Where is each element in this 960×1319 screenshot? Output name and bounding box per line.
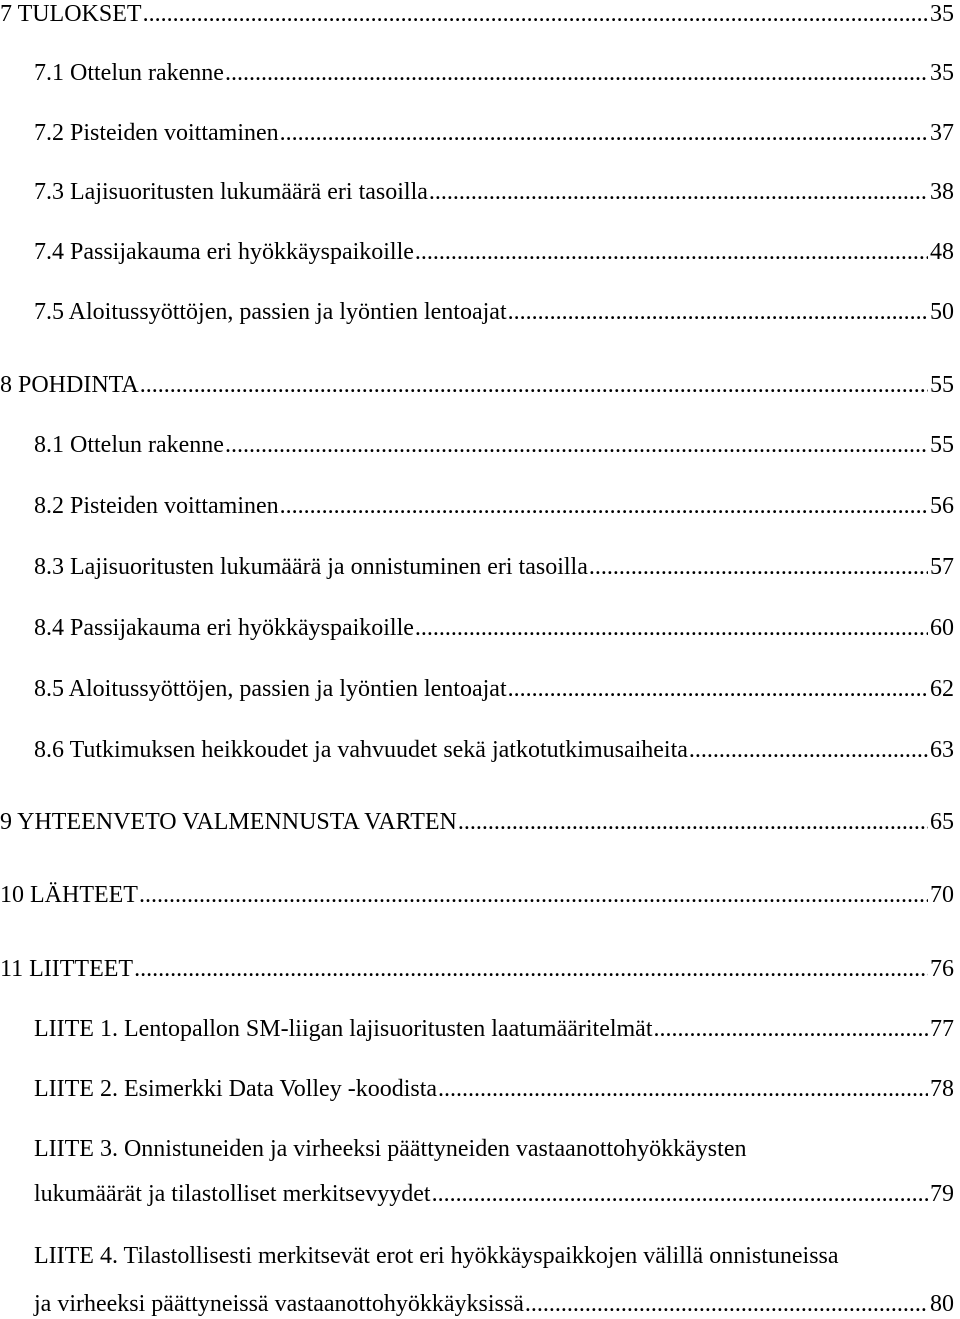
toc-entry-label: 7.2 Pisteiden voittaminen	[34, 120, 279, 146]
toc-entry-label: lukumäärät ja tilastolliset merkitsevyydet	[34, 1181, 431, 1207]
dot-leader	[225, 431, 928, 459]
toc-entry-label: 7 TULOKSET	[0, 1, 142, 27]
dot-leader	[438, 1075, 928, 1103]
toc-entry-page: 56	[930, 493, 954, 519]
dot-leader	[689, 736, 928, 764]
dot-leader	[458, 808, 928, 836]
dot-leader	[143, 0, 928, 28]
toc-entry-8-4[interactable]	[34, 614, 954, 642]
toc-entry-liite-3-line-1[interactable]	[34, 1135, 746, 1163]
toc-entry-label: 7.5 Aloitussyöttöjen, passien ja lyöntien lentoajat	[34, 299, 507, 325]
toc-entry-label: 9 YHTEENVETO VALMENNUSTA VARTEN	[0, 809, 457, 835]
toc-entry-label: 10 LÄHTEET	[0, 882, 138, 908]
toc-entry-page: 77	[930, 1016, 954, 1042]
toc-entry-8-2[interactable]	[34, 492, 954, 520]
toc-entry-page: 65	[930, 809, 954, 835]
toc-entry-label: 8.5 Aloitussyöttöjen, passien ja lyöntien lentoajat	[34, 676, 507, 702]
toc-entry-7-3[interactable]	[34, 178, 954, 206]
toc-entry-label: LIITE 3. Onnistuneiden ja virheeksi päättyneiden vastaanottohyökkäysten	[34, 1136, 747, 1162]
toc-entry-label: 8.1 Ottelun rakenne	[34, 432, 224, 458]
dot-leader	[508, 298, 928, 326]
dot-leader	[134, 955, 928, 983]
toc-entry-page: 38	[930, 179, 954, 205]
toc-entry-page: 35	[930, 60, 954, 86]
toc-entry-8-1[interactable]	[34, 431, 954, 459]
toc-entry-liite-1[interactable]	[34, 1015, 954, 1043]
toc-entry-7-5[interactable]	[34, 298, 954, 326]
toc-entry-page: 80	[930, 1291, 954, 1317]
toc-entry-8-3[interactable]	[34, 553, 954, 581]
toc-entry-page: 63	[930, 737, 954, 763]
dot-leader	[415, 614, 928, 642]
toc-entry-11[interactable]	[0, 955, 954, 983]
toc-entry-label: 8 POHDINTA	[0, 372, 139, 398]
toc-entry-7-1[interactable]	[34, 59, 954, 87]
dot-leader	[415, 238, 928, 266]
toc-entry-10[interactable]	[0, 881, 954, 909]
toc-entry-page: 70	[930, 882, 954, 908]
toc-entry-label: 11 LIITTEET	[0, 956, 134, 982]
toc-entry-label: 8.2 Pisteiden voittaminen	[34, 493, 279, 519]
toc-entry-7-2[interactable]	[34, 119, 954, 147]
toc-entry-label: LIITE 4. Tilastollisesti merkitsevät erot eri hyökkäyspaikkojen välillä onnistuneissa	[34, 1243, 839, 1269]
dot-leader	[280, 492, 928, 520]
toc-entry-page: 78	[930, 1076, 954, 1102]
toc-entry-7-4[interactable]	[34, 238, 954, 266]
dot-leader	[280, 119, 928, 147]
toc-entry-liite-4-line-1[interactable]	[34, 1242, 839, 1270]
toc-entry-page: 55	[930, 432, 954, 458]
toc-entry-label: LIITE 1. Lentopallon SM-liigan lajisuoritusten laatumääritelmät	[34, 1016, 653, 1042]
toc-entry-label: 7.1 Ottelun rakenne	[34, 60, 224, 86]
toc-entry-page: 35	[930, 1, 954, 27]
toc-entry-8-6[interactable]	[34, 736, 954, 764]
toc-entry-8[interactable]	[0, 371, 954, 399]
toc-entry-label: 8.3 Lajisuoritusten lukumäärä ja onnistuminen eri tasoilla	[34, 554, 588, 580]
toc-entry-page: 37	[930, 120, 954, 146]
toc-entry-liite-3-line-2[interactable]	[34, 1180, 954, 1208]
dot-leader	[225, 59, 928, 87]
toc-entry-label: LIITE 2. Esimerkki Data Volley -koodista	[34, 1076, 438, 1102]
toc-entry-liite-4-line-2[interactable]	[34, 1290, 954, 1318]
toc-entry-8-5[interactable]	[34, 675, 954, 703]
toc-entry-page: 57	[930, 554, 954, 580]
dot-leader	[429, 178, 928, 206]
toc-entry-page: 60	[930, 615, 954, 641]
toc-entry-liite-2[interactable]	[34, 1075, 954, 1103]
toc-entry-label: 7.4 Passijakauma eri hyökkäyspaikoille	[34, 239, 414, 265]
toc-entry-label: 8.6 Tutkimuksen heikkoudet ja vahvuudet sekä jatkotutkimusaiheita	[34, 737, 688, 763]
toc-entry-page: 62	[930, 676, 954, 702]
dot-leader	[432, 1180, 928, 1208]
toc-entry-page: 55	[930, 372, 954, 398]
dot-leader	[508, 675, 928, 703]
toc-entry-label: ja virheeksi päättyneissä vastaanottohyökkäyksissä	[34, 1291, 524, 1317]
dot-leader	[589, 553, 928, 581]
dot-leader	[654, 1015, 928, 1043]
dot-leader	[525, 1290, 928, 1318]
toc-entry-7[interactable]	[0, 0, 954, 28]
toc-entry-page: 76	[930, 956, 954, 982]
dot-leader	[140, 371, 928, 399]
dot-leader	[139, 881, 928, 909]
toc-entry-label: 8.4 Passijakauma eri hyökkäyspaikoille	[34, 615, 414, 641]
toc-entry-9[interactable]	[0, 808, 954, 836]
toc-entry-page: 48	[930, 239, 954, 265]
toc-entry-label: 7.3 Lajisuoritusten lukumäärä eri tasoilla	[34, 179, 428, 205]
toc-entry-page: 79	[930, 1181, 954, 1207]
toc-entry-page: 50	[930, 299, 954, 325]
